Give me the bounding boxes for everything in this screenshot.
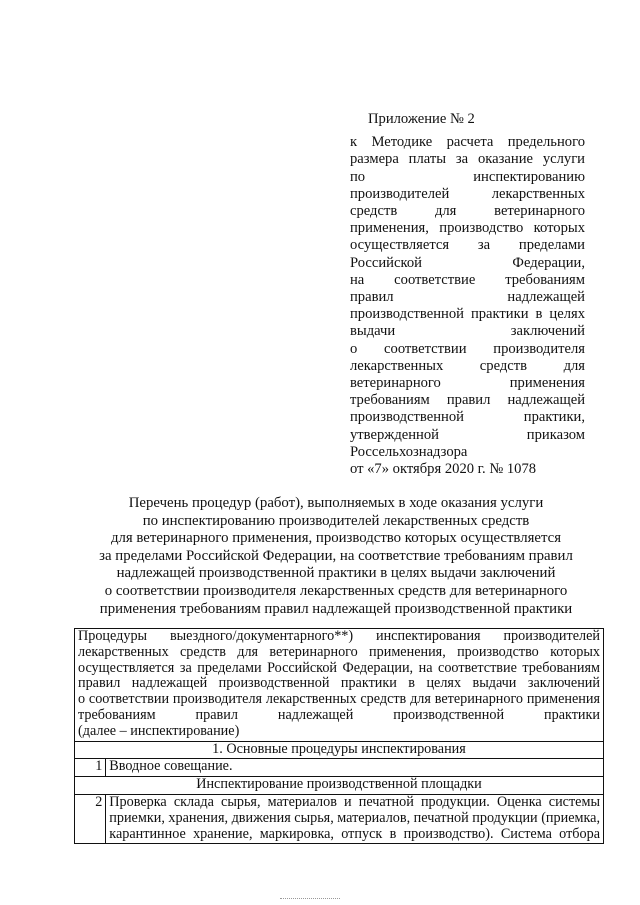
heading-line: по инспектированию производителей лекарственных средств [142,512,530,529]
procedures-table [74,628,604,844]
appendix-block [350,111,585,478]
appendix-line: правил надлежащей [350,289,585,306]
appendix-line: к Методике расчета предельного [350,134,585,151]
subsection-header-cell: Инспектирование производственной площадки [75,777,604,795]
appendix-line: о соответствии производителя [350,340,585,357]
table-row [75,777,604,795]
intro-line: лекарственных средств для ветеринарного применения, производство которых [78,643,600,660]
row-text-line: карантинное хранение, маркировка, отпуск в производство). Система отбора [109,825,600,842]
row-number: 2 [75,794,106,843]
row-number: 1 [75,759,106,777]
section-header-cell: 1. Основные процедуры инспектирования [75,741,604,759]
appendix-line: производственной практики в целях [350,306,585,323]
appendix-line: выдачи заключений [350,323,585,340]
table-intro-cell [75,629,604,742]
appendix-line: средств для ветеринарного [350,203,585,220]
appendix-line: Россельхознадзора [350,443,468,460]
scan-artifact [280,898,340,900]
intro-line: требованиям правил надлежащей производственной практики [78,706,600,723]
table-row [75,759,604,777]
intro-line: о соответствии производителя лекарственных средств для ветеринарного применения [78,691,600,708]
document-heading [70,495,602,618]
appendix-line: производителей лекарственных [350,185,585,202]
appendix-line: применения, производство которых [350,220,585,237]
appendix-line: требованиям правил надлежащей [350,392,585,409]
table-row [75,629,604,742]
heading-line: за пределами Российской Федерации, на соответствие требованиям правил [99,547,573,564]
row-text-line: приемки, хранения, движения сырья, материалов, печатной продукции (приемка, [109,809,600,826]
heading-line: применения требованиям правил надлежащей производственной практики [99,600,573,617]
heading-line: Перечень процедур (работ), выполняемых в ходе оказания услуги [128,495,544,511]
appendix-line: по инспектированию [350,168,585,185]
appendix-line: осуществляется за пределами [350,237,585,254]
appendix-line: утвержденной приказом [350,426,585,443]
intro-line: осуществляется за пределами Российской Федерации, на соответствие требованиям [78,659,600,676]
appendix-date-line: от «7» октября 2020 г. № 1078 [350,461,537,478]
table-row [75,794,604,843]
appendix-line: Российской Федерации, [350,254,585,271]
heading-line: надлежащей производственной практики в целях выдачи заключений [116,565,556,582]
appendix-line: на соответствие требованиям [350,271,585,288]
appendix-line: размера платы за оказание услуги [350,151,585,168]
row-text-line: Проверка склада сырья, материалов и печатной продукции. Оценка системы [109,793,600,810]
heading-line: о соответствии производителя лекарственных средств для ветеринарного [104,582,568,599]
row-text [106,794,604,843]
intro-line: Процедуры выездного/документарного**) инспектирования производителей [78,628,600,644]
appendix-line: лекарственных средств для [350,357,585,374]
intro-line: правил надлежащей производственной практики в целях выдачи заключений [78,675,600,692]
heading-line: для ветеринарного применения, производство которых осуществляется [110,530,562,547]
appendix-line: ветеринарного применения [350,375,585,392]
appendix-title: Приложение № 2 [368,111,475,127]
row-text: Вводное совещание. [106,759,604,777]
intro-line: (далее – инспектирование) [78,722,240,739]
table-row [75,741,604,759]
appendix-line: производственной практики, [350,409,585,426]
